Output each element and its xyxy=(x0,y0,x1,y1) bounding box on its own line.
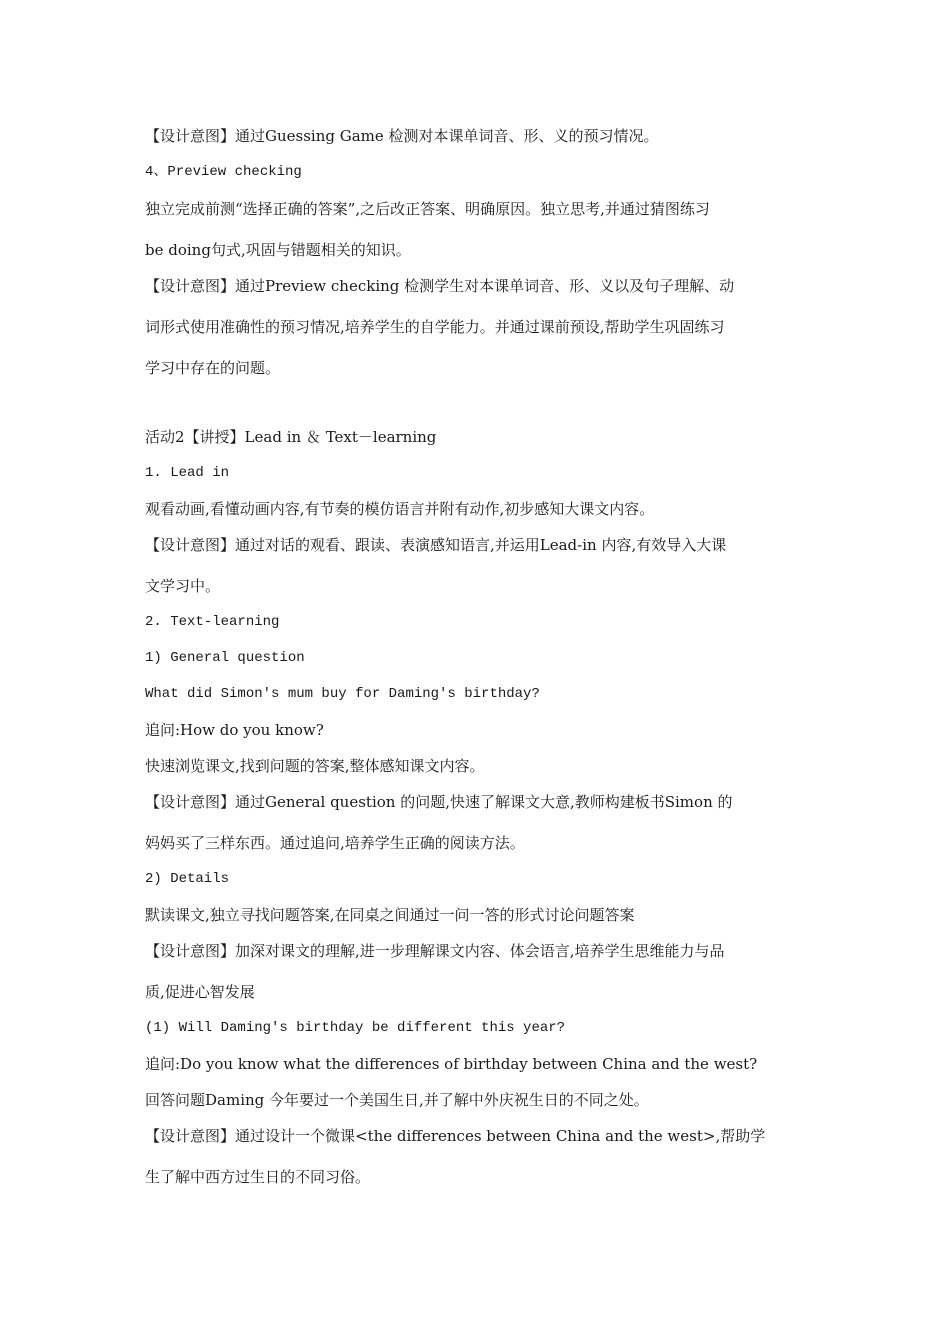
question-simons-mum: What did Simon's mum buy for Daming's birthday? xyxy=(145,686,540,702)
follow-up-differences: 追问:Do you know what the differences of birthday between China and the west? xyxy=(145,1055,758,1073)
heading-lead-in: 1. Lead in xyxy=(145,465,230,481)
design-intent-preview-line-3: 学习中存在的问题。 xyxy=(145,359,281,377)
activity-2-heading: 活动2【讲授】Lead in ＆ Text－learning xyxy=(145,428,437,446)
heading-general-question: 1) General question xyxy=(145,650,305,666)
paragraph-preview-line-1: 独立完成前测“选择正确的答案”,之后改正答案、明确原因。独立思考,并通过猜图练习 xyxy=(145,200,710,218)
design-intent-lead-in-line-1: 【设计意图】通过对话的观看、跟读、表演感知语言,并运用Lead-in 内容,有效导入大课 xyxy=(145,536,727,554)
heading-preview-checking: 4、Preview checking xyxy=(145,164,302,180)
design-intent-guessing-game: 【设计意图】通过Guessing Game 检测对本课单词音、形、义的预习情况。 xyxy=(145,127,659,145)
heading-text-learning: 2. Text-learning xyxy=(145,614,280,630)
question-daming-birthday: (1) Will Daming's birthday be different this year? xyxy=(145,1020,566,1036)
design-intent-micro-lesson-line-2: 生了解中西方过生日的不同习俗。 xyxy=(145,1168,371,1186)
design-intent-preview-line-1: 【设计意图】通过Preview checking 检测学生对本课单词音、形、义以及句子理解、动 xyxy=(145,277,735,295)
design-intent-details-line-1: 【设计意图】加深对课文的理解,进一步理解课文内容、体会语言,培养学生思维能力与品 xyxy=(145,942,725,960)
paragraph-skim-text: 快速浏览课文,找到问题的答案,整体感知课文内容。 xyxy=(145,757,485,775)
design-intent-general-question-line-2: 妈妈买了三样东西。通过追问,培养学生正确的阅读方法。 xyxy=(145,834,525,852)
design-intent-micro-lesson-line-1: 【设计意图】通过设计一个微课<the differences between China and the west>,帮助学 xyxy=(145,1127,766,1145)
design-intent-details-line-2: 质,促进心智发展 xyxy=(145,983,255,1001)
design-intent-general-question-line-1: 【设计意图】通过General question 的问题,快速了解课文大意,教师构建板书Simon 的 xyxy=(145,793,733,811)
design-intent-preview-line-2: 词形式使用准确性的预习情况,培养学生的自学能力。并通过课前预设,帮助学生巩固练习 xyxy=(145,318,725,336)
follow-up-how-do-you-know: 追问:How do you know? xyxy=(145,721,324,739)
paragraph-details: 默读课文,独立寻找问题答案,在同桌之间通过一问一答的形式讨论问题答案 xyxy=(145,906,635,924)
paragraph-lead-in: 观看动画,看懂动画内容,有节奏的模仿语言并附有动作,初步感知大课文内容。 xyxy=(145,500,655,518)
heading-details: 2) Details xyxy=(145,871,230,887)
design-intent-lead-in-line-2: 文学习中。 xyxy=(145,577,221,595)
paragraph-preview-line-2: be doing句式,巩固与错题相关的知识。 xyxy=(145,241,411,259)
paragraph-answer-daming: 回答问题Daming 今年要过一个美国生日,并了解中外庆祝生日的不同之处。 xyxy=(145,1091,649,1109)
